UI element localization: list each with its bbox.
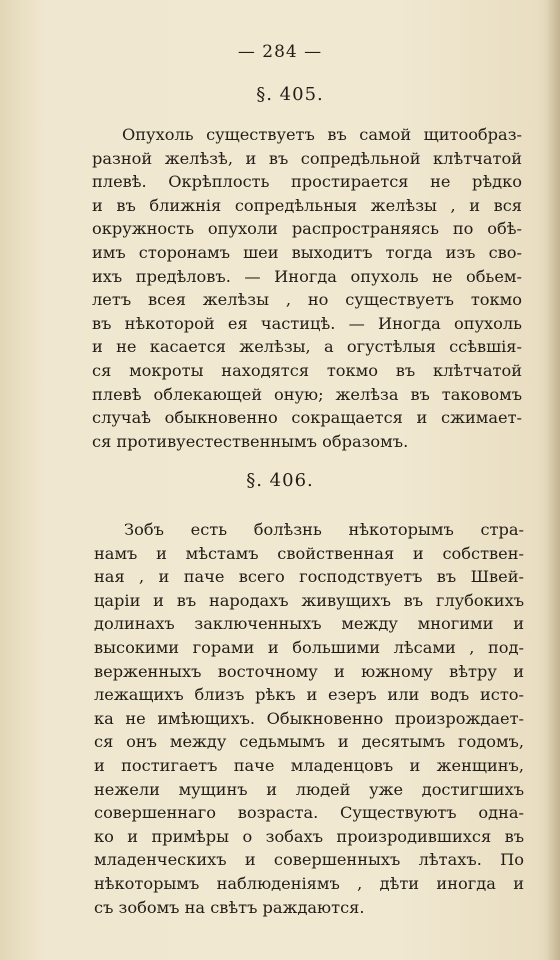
text-line: Опухоль существуетъ въ самой щитообраз- xyxy=(122,125,522,144)
text-line: совершеннаго возраста. Существуютъ одна- xyxy=(94,803,524,823)
paragraph-406 xyxy=(94,518,524,919)
text-line: намъ и мѣстамъ свойственная и собствен- xyxy=(94,543,524,563)
text-line: ко и примѣры о зобахъ произродившихся въ xyxy=(94,826,524,846)
text-line: ся противуестественнымъ образомъ. xyxy=(92,431,409,451)
page-number: — 284 — xyxy=(237,42,323,62)
text-line: имъ сторонамъ шеи выходитъ тогда изъ сво- xyxy=(92,242,522,262)
text-line: и не касается желѣзы, а огустѣлыя ссѣвшія- xyxy=(92,337,522,357)
section-heading-406: §. 406. xyxy=(246,470,314,491)
text-line: долинахъ заключенныхъ между многими и xyxy=(94,614,524,634)
paragraph-405 xyxy=(92,123,522,453)
text-line: летъ всея желѣзы , но существуетъ токмо xyxy=(92,290,522,310)
text-line: плевѣ. Окрѣплость простирается не рѣдко xyxy=(92,172,522,192)
text-line: плевѣ облекающей оную; желѣза въ таковомъ xyxy=(92,384,522,404)
text-line: ихъ предѣловъ. — Иногда опухоль не обьем- xyxy=(92,266,522,286)
text-line: царіи и въ народахъ живущихъ въ глубокихъ xyxy=(94,590,524,610)
text-line: младенческихъ и совершенныхъ лѣтахъ. По xyxy=(94,850,524,870)
text-line: ная , и паче всего господствуетъ въ Швей- xyxy=(94,567,524,587)
text-line: въ нѣкоторой ея частицѣ. — Иногда опухоль xyxy=(92,313,522,333)
text-line: и постигаетъ паче младенцовъ и женщинъ, xyxy=(94,755,524,775)
text-line: верженныхъ восточному и южному вѣтру и xyxy=(94,661,524,681)
section-heading-405: §. 405. xyxy=(256,84,324,105)
text-line: нежели мущинъ и людей уже достигшихъ xyxy=(94,779,524,799)
text-line: ся мокроты находятся токмо въ клѣтчатой xyxy=(92,360,522,380)
text-line: ся онъ между седьмымъ и десятымъ годомъ, xyxy=(94,732,524,752)
text-line: ка не имѣющихъ. Обыкновенно произрождает- xyxy=(94,708,524,728)
text-line: лежащихъ близъ рѣкъ и езеръ или водъ исто- xyxy=(94,685,524,705)
text-line: нѣкоторымъ наблюденіямъ , дѣти иногда и xyxy=(94,873,524,893)
text-line: Зобъ есть болѣзнь нѣкоторымъ стра- xyxy=(124,520,524,539)
text-line: съ зобомъ на свѣтъ раждаются. xyxy=(94,897,365,917)
text-line: окружность опухоли распространяясь по обѣ- xyxy=(92,219,522,239)
text-line: высокими горами и большими лѣсами , под- xyxy=(94,637,524,657)
text-line: и въ ближнія сопредѣльныя желѣзы , и вся xyxy=(92,195,522,215)
text-line: случаѣ обыкновенно сокращается и сжимает- xyxy=(92,408,522,428)
text-line: разной желѣзѣ, и въ сопредѣльной клѣтчатой xyxy=(92,148,522,168)
